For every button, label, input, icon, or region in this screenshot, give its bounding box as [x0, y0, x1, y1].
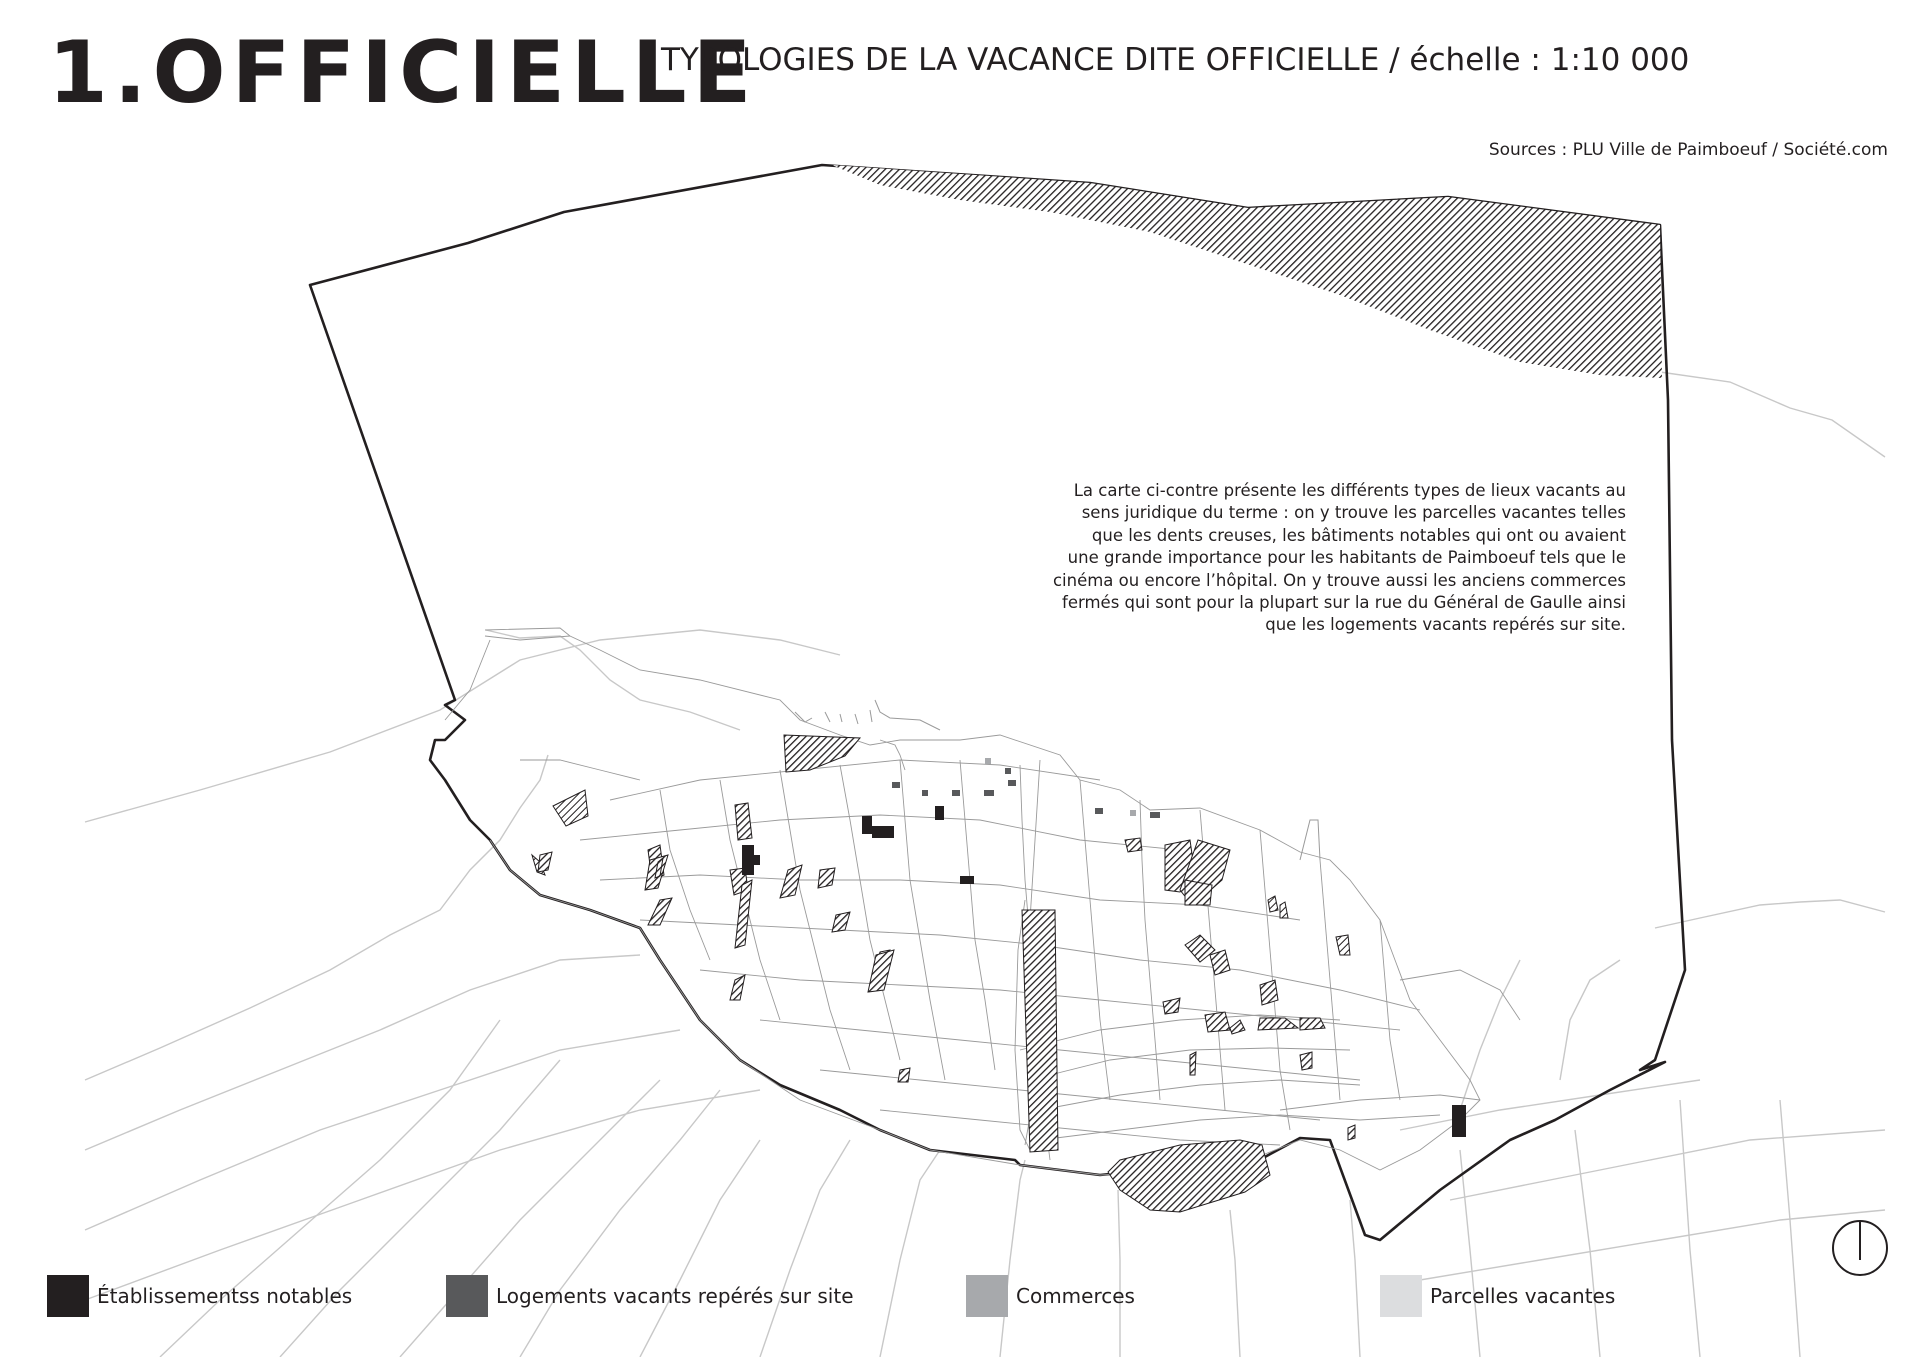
legend-label: Parcelles vacantes	[1430, 1284, 1616, 1308]
legend-swatch	[47, 1275, 89, 1317]
north-arrow-icon	[1830, 1218, 1890, 1278]
hatched-river-zone	[832, 165, 1662, 378]
page-title: 1.OFFICIELLE	[48, 23, 758, 123]
legend-item-commerces	[966, 1275, 1135, 1317]
description-line: cinéma ou encore l’hôpital. On y trouve aussi les anciens commerces	[1052, 570, 1626, 590]
description-line: que les dents creuses, les bâtiments notables qui ont ou avaient	[1091, 525, 1626, 545]
map-subtitle: TYPOLOGIES DE LA VACANCE DITE OFFICIELLE / échelle : 1:10 000	[661, 42, 1690, 78]
legend-item-parcelles	[1380, 1275, 1615, 1317]
channel-line	[486, 630, 740, 730]
south-shore-east	[1655, 900, 1885, 928]
harbour-lines	[485, 636, 1320, 860]
notable-establishments	[742, 806, 1466, 1137]
estuary-line-west	[85, 630, 840, 822]
south-shore-line	[85, 755, 548, 1080]
sources-credit: Sources : PLU Ville de Paimboeuf / Société.com	[1488, 140, 1888, 160]
legend-label: Établissementss notables	[97, 1284, 353, 1308]
map-description	[1040, 480, 1626, 637]
description-line: une grande importance pour les habitants de Paimboeuf tels que le	[1067, 548, 1626, 568]
town-parcels	[445, 628, 1520, 1175]
legend-swatch	[966, 1275, 1008, 1317]
estuary-line-east	[1660, 372, 1885, 457]
legend-item-logements	[446, 1275, 854, 1317]
legend-label: Logements vacants repérés sur site	[496, 1284, 854, 1308]
legend-label: Commerces	[1016, 1284, 1135, 1308]
small-vacant-buildings	[892, 758, 1160, 818]
description-line: sens juridique du terme : on y trouve les parcelles vacantes telles	[1081, 503, 1626, 523]
legend-swatch	[1380, 1275, 1422, 1317]
description-line: fermés qui sont pour la plupart sur la rue du Général de Gaulle ainsi	[1062, 593, 1626, 613]
description-line: que les logements vacants repérés sur site.	[1265, 615, 1626, 635]
legend-item-notable	[47, 1275, 352, 1317]
description-line: La carte ci-contre présente les différents types de lieux vacants au	[1073, 481, 1626, 500]
legend-swatch	[446, 1275, 488, 1317]
